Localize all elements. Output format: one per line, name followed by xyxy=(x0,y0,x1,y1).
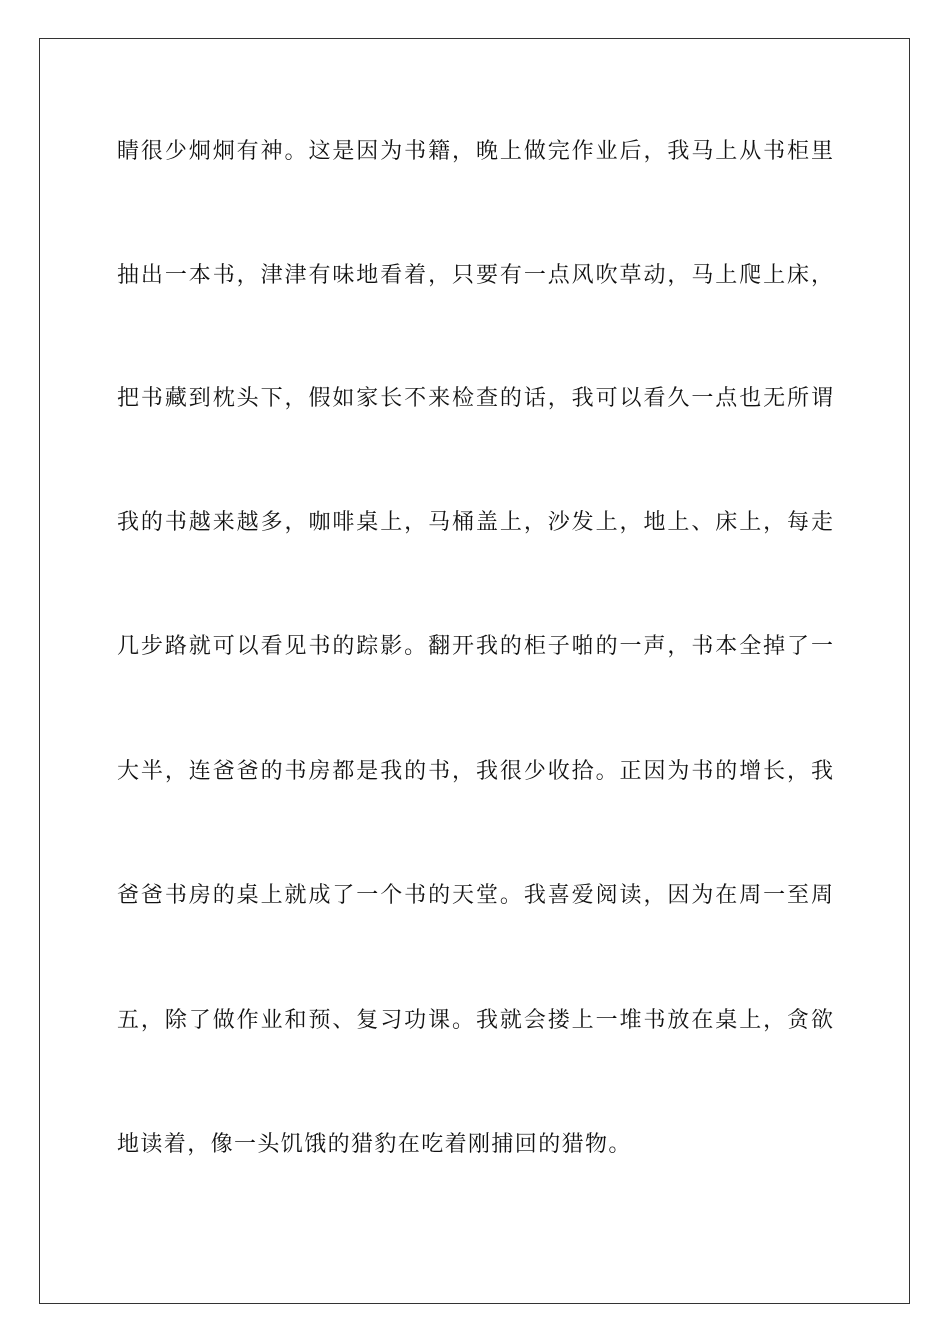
text-line: 抽出一本书，津津有味地看着，只要有一点风吹草动，马上爬上床， xyxy=(117,263,833,288)
page-border xyxy=(39,38,910,1304)
text-line: 几步路就可以看见书的踪影。翻开我的柜子啪的一声，书本全掉了一 xyxy=(117,634,833,659)
text-line: 地读着，像一头饥饿的猎豹在吃着刚捕回的猎物。 xyxy=(117,1132,632,1157)
text-line: 大半，连爸爸的书房都是我的书，我很少收拾。正因为书的增长，我 xyxy=(117,759,833,784)
text-line: 五，除了做作业和预、复习功课。我就会搂上一堆书放在桌上，贪欲 xyxy=(117,1008,833,1033)
text-line: 睛很少炯炯有神。这是因为书籍，晚上做完作业后，我马上从书柜里 xyxy=(117,139,833,164)
text-line: 爸爸书房的桌上就成了一个书的天堂。我喜爱阅读，因为在周一至周 xyxy=(117,883,833,908)
text-line: 我的书越来越多，咖啡桌上，马桶盖上，沙发上，地上、床上，每走 xyxy=(117,510,833,535)
text-line: 把书藏到枕头下，假如家长不来检查的话，我可以看久一点也无所谓 xyxy=(117,386,833,411)
